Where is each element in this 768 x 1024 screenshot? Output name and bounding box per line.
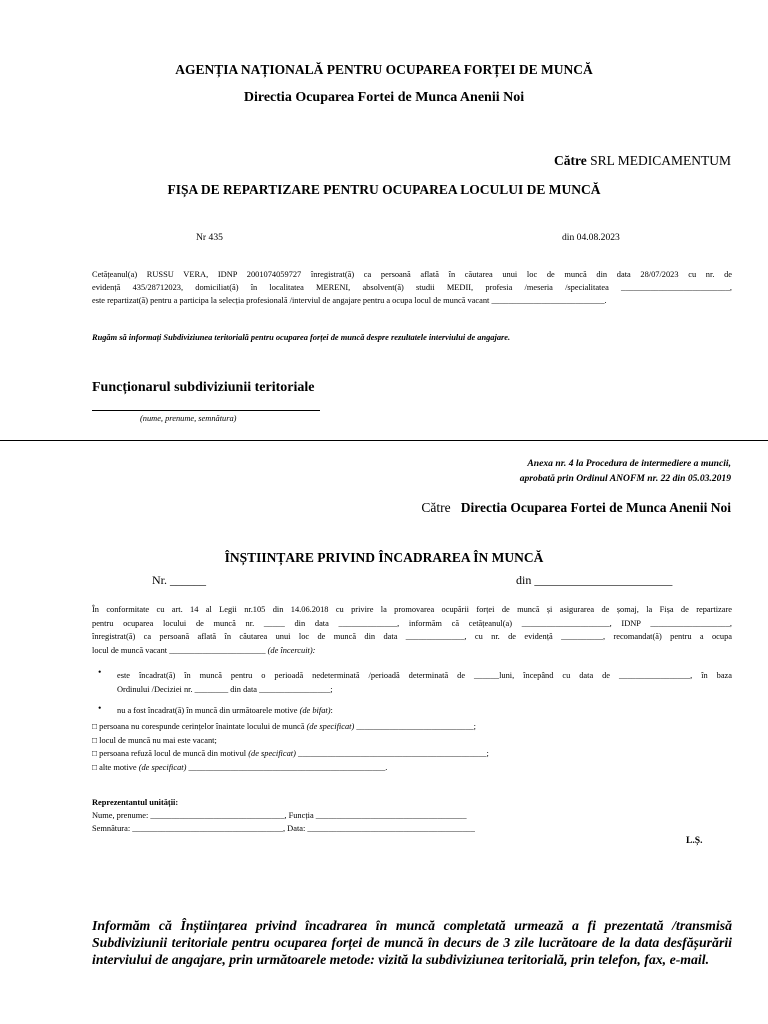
reason-option-1-blank: ____________________________; bbox=[354, 722, 476, 731]
reason-options bbox=[92, 720, 489, 775]
notice-date: din _______________________ bbox=[516, 573, 673, 587]
referral-line-1: Cetățeanul(a) RUSSU VERA, IDNP 2001074059727 înregistrat(ă) ca persoană aflată în căutarea unui loc de muncă din data 28/07/2023 cu nr. de bbox=[92, 270, 732, 279]
bullet-employed-line-2: Ordinului /Deciziei nr. ________ din data _________________; bbox=[117, 685, 333, 694]
bullet-employed bbox=[117, 669, 732, 697]
bullet-employed-line-1: este încadrat(ă) în muncă pentru o perioadă nedeterminată /perioadă determinată de ______luni, începând cu data de _________________, în baza bbox=[117, 671, 732, 680]
form-date: din 04.08.2023 bbox=[562, 232, 620, 243]
request-note: Rugăm să informați Subdiviziunea teritorială pentru ocuparea forței de muncă despre rezultatele interviului de angajare. bbox=[92, 333, 511, 342]
notice-line-4 bbox=[92, 644, 732, 658]
notice-line-3: înregistrat(ă) ca persoană aflată în căutarea unui loc de muncă din data ______________, cu nr. de evidență __________, recomandat(ă) pentru a ocupa bbox=[92, 632, 732, 641]
notice-line-4-text: locul de muncă vacant _______________________ bbox=[92, 645, 268, 655]
recipient-label: Către bbox=[553, 153, 587, 168]
referral-line-2: evidență 435/28712023, domiciliat(ă) în localitatea MERENI, absolvent(ă) studii MEDII, profesia /meseria /specialitatea __________________________, bbox=[92, 283, 732, 292]
agency-title: AGENȚIA NAȚIONALĂ PENTRU OCUPAREA FORȚEI DE MUNCĂ bbox=[175, 62, 593, 77]
directorate-title: Directia Ocuparea Fortei de Munca Anenii Noi bbox=[243, 90, 525, 105]
representative-sign-line: Semnătura: ____________________________________, Data: ________________________________________ bbox=[92, 824, 475, 833]
cut-line bbox=[0, 440, 768, 441]
representative-name-line: Nume, prenume: ________________________________, Funcția ____________________________________ bbox=[92, 811, 467, 820]
signature-hint: (nume, prenume, semnătura) bbox=[140, 414, 237, 423]
notice-line-1: În conformitate cu art. 14 al Legii nr.105 din 14.06.2018 cu privire la promovarea ocupării forței de muncă și asigurarea de șomaj, la Fișa de repartizare bbox=[92, 605, 732, 614]
annex-note bbox=[520, 456, 731, 486]
notice-number: Nr. ______ bbox=[152, 573, 206, 587]
reason-option-2[interactable]: □ locul de muncă nu mai este vacant; bbox=[92, 735, 217, 745]
notice-title: ÎNȘTIINȚARE PRIVIND ÎNCADRAREA ÎN MUNCĂ bbox=[224, 550, 544, 565]
representative-block bbox=[92, 796, 475, 835]
final-note: Informăm că Înștiințarea privind încadrarea în muncă completată urmează a fi prezentată /transmisă Subdiviziunii teritoriale pentru ocuparea forței de muncă în decurs de 3 zile lucrătoare de la data desfășurării interviului de angajare, prin următoarele metode: vizită la subdiviziunea teritorială, prin telefon, fax, e-mail. bbox=[92, 918, 732, 967]
reason-option-1-hint: (de specificat) bbox=[306, 722, 355, 731]
reason-option-1-text: □ persoana nu corespunde cerințelor înaintate locului de muncă bbox=[92, 722, 307, 731]
reason-option-4-hint: (de specificat) bbox=[138, 763, 187, 773]
signature-line bbox=[92, 410, 320, 411]
reason-option-3-blank: _____________________________________________; bbox=[295, 749, 489, 759]
official-title: Funcționarul subdiviziunii teritoriale bbox=[92, 380, 315, 395]
notice-recipient-label: Către bbox=[421, 500, 451, 515]
representative-title: Reprezentantul unității: bbox=[92, 798, 179, 807]
annex-line-2: aprobată prin Ordinul ANOFM nr. 22 din 05.03.2019 bbox=[519, 473, 731, 484]
notice-line-2: pentru ocuparea locului de muncă nr. _____ din data ______________, informăm că cetățeanul(a) _____________________, IDNP ___________________, bbox=[92, 618, 732, 628]
stamp-place: L.Ș. bbox=[686, 835, 703, 846]
referral-line-3: este repartizat(ă) pentru a participa la selecția profesională /interviul de angajare pentru a ocupa locul de muncă vacant ___________________________. bbox=[92, 296, 607, 305]
annex-line-1: Anexa nr. 4 la Procedura de intermediere a muncii, bbox=[527, 458, 731, 469]
referral-body bbox=[92, 268, 732, 307]
notice-recipient-value: Directia Ocuparea Fortei de Munca Anenii Noi bbox=[460, 500, 731, 515]
recipient-value: SRL MEDICAMENTUM bbox=[590, 153, 731, 168]
reason-option-4[interactable] bbox=[92, 761, 489, 775]
bullet-dot-icon: • bbox=[98, 703, 102, 714]
bullet-not-employed-hint: (de bifat) bbox=[299, 706, 331, 715]
form-number: Nr 435 bbox=[196, 232, 223, 243]
notice-line-4-hint: (de încercuit): bbox=[267, 645, 316, 655]
bullet-not-employed bbox=[117, 706, 333, 715]
bullet-dot-icon: • bbox=[98, 667, 102, 678]
reason-option-3-hint: (de specificat) bbox=[248, 749, 296, 759]
reason-option-4-text: □ alte motive bbox=[92, 763, 139, 773]
notice-body bbox=[92, 603, 732, 657]
bullet-not-employed-text: nu a fost încadrat(ă) în muncă din următoarele motive bbox=[117, 706, 300, 715]
notice-recipient bbox=[421, 500, 731, 516]
form-title: FIȘA DE REPARTIZARE PENTRU OCUPAREA LOCULUI DE MUNCĂ bbox=[167, 182, 601, 197]
recipient-line bbox=[554, 153, 731, 169]
bullet-not-employed-colon: : bbox=[330, 706, 333, 715]
reason-option-3[interactable] bbox=[92, 747, 489, 761]
reason-option-1[interactable] bbox=[92, 720, 489, 734]
reason-option-3-text: □ persoana refuză locul de muncă din motivul bbox=[92, 749, 249, 759]
reason-option-4-blank: _______________________________________________. bbox=[186, 763, 388, 773]
